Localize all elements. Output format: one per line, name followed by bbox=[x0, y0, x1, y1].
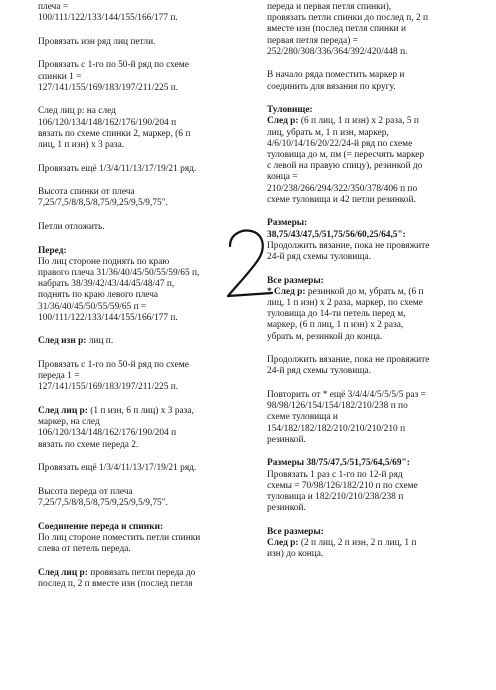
text-line: схеме туловища и bbox=[267, 412, 338, 423]
paragraph bbox=[38, 522, 250, 556]
paragraph bbox=[38, 187, 250, 209]
row-label: След р: bbox=[267, 116, 299, 127]
text-line: спинки 1 = bbox=[38, 71, 82, 82]
section-heading: Туловище: bbox=[267, 105, 313, 116]
row-label: След лиц р: bbox=[38, 405, 88, 416]
text-line: 127/141/155/169/183/197/211/225 п. bbox=[38, 82, 179, 93]
text-line: 98/98/126/154/154/182/210/238 п по bbox=[267, 401, 408, 412]
paragraph bbox=[267, 276, 479, 343]
row-instructions: резинкой до м, убрать м, (6 п лиц, 1 п изн) x 2 раза, маркер, по схеме туловища до 14-ти петель перед м, маркер, (6 п лиц, 1 п изн) x 2 раза, убрать м, резинкой до конца. bbox=[267, 286, 424, 342]
row-instructions: (1 п изн, 6 п лиц) x 3 раза, маркер, на след 106/120/134/148/162/176/190/204 п вязать по схеме переда 2. bbox=[38, 405, 194, 450]
text-line: 127/141/155/169/183/197/211/225 п. bbox=[38, 382, 179, 393]
text-line: По лиц стороне поднять по краю bbox=[38, 256, 170, 267]
paragraph bbox=[267, 2, 479, 58]
paragraph bbox=[38, 463, 250, 474]
paragraph bbox=[267, 218, 479, 263]
text-line: 154/182/182/182/210/210/210/210 п bbox=[267, 423, 406, 434]
text-line: переда 1 = bbox=[38, 371, 80, 382]
paragraph bbox=[38, 2, 250, 24]
paragraph bbox=[267, 527, 479, 561]
text-line: Провязать ещё 1/3/4/11/13/17/19/21 ряд. bbox=[38, 163, 197, 174]
text-line: 24-й ряд схемы туловища. bbox=[267, 252, 371, 263]
text-line: слева от петель переда. bbox=[38, 543, 131, 554]
text-line: лиц, 1 п изн) x 3 раза. bbox=[38, 140, 125, 150]
text-line: 7,25/7,5/8/8,5/8,75/9,25/9,5/9,75". bbox=[38, 198, 168, 209]
right-column bbox=[267, 2, 479, 573]
row-label: След изн р: bbox=[38, 336, 87, 347]
row-label: * След р: bbox=[267, 286, 306, 297]
paragraph bbox=[38, 164, 250, 175]
row-instructions: провязать петли переда до послед п, 2 п вместе изн (послед петля bbox=[38, 567, 196, 589]
text-line: 24-й ряд схемы туловища. bbox=[267, 366, 371, 377]
section-heading: Все размеры: bbox=[267, 526, 324, 537]
section-heading: Размеры 38/75/47,5/51,75/64,5/69": bbox=[267, 458, 410, 469]
row-label: След лиц р: bbox=[38, 567, 88, 578]
paragraph bbox=[267, 105, 479, 206]
text-line: В начало ряда поместить маркер и bbox=[267, 70, 405, 81]
paragraph bbox=[38, 60, 250, 94]
row-instructions: (2 п лиц, 2 п изн, 2 п лиц, 1 п изн) до конца. bbox=[267, 538, 417, 560]
text-line: туловища и 182/210/210/238/238 п bbox=[267, 492, 404, 503]
text-line: 100/111/122/133/144/155/166/177 п. bbox=[38, 312, 178, 323]
section-heading: Перед: bbox=[38, 245, 67, 256]
paragraph bbox=[38, 246, 250, 324]
paragraph bbox=[38, 406, 250, 451]
paragraph bbox=[267, 390, 479, 446]
handwritten-two-stroke bbox=[228, 231, 272, 296]
text-line: Петли отложить. bbox=[38, 221, 105, 232]
text-line: По лиц стороне поместить петли спинки bbox=[38, 532, 201, 543]
text-line: 7,25/7,5/8/8,5/8,75/9,25/9,5/9,75". bbox=[38, 497, 168, 508]
text-line: плеча = bbox=[38, 2, 69, 12]
text-line: След лиц р: на след bbox=[38, 106, 116, 117]
text-line: 31/36/40/45/50/55/59/65 п = bbox=[38, 301, 147, 312]
text-line: вязать по схеме спинки 2, маркер, (6 п bbox=[38, 128, 191, 139]
paragraph bbox=[38, 336, 250, 347]
text-line: поднять по краю левого плеча bbox=[38, 290, 159, 301]
text-line: правого плеча 31/36/40/45/50/55/59/65 п, bbox=[38, 267, 200, 278]
section-heading: Все размеры: bbox=[267, 275, 324, 286]
section-heading: Размеры: bbox=[267, 218, 308, 229]
text-line: переда и первая петля спинки), bbox=[267, 2, 392, 12]
left-column bbox=[38, 2, 250, 602]
row-instructions: лиц п. bbox=[86, 336, 114, 347]
paragraph bbox=[38, 106, 250, 151]
section-heading: Соединение переда и спинки: bbox=[38, 521, 164, 532]
paragraph bbox=[38, 568, 250, 590]
paragraph bbox=[38, 360, 250, 394]
text-line: Провязать 1 раз с 1-го по 12-й ряд bbox=[267, 469, 403, 480]
section-heading-sizes: 38,75/43/47,5/51,75/56/60,25/64,5": bbox=[267, 229, 406, 240]
row-instructions: (6 п лиц, 1 п изн) x 2 раза, 5 п лиц, убрать м, 1 п изн, маркер, 4/6/10/14/16/20/22/24-й ряд по схеме туловища до м, пм (= пересчять маркер с левой на правую спицу), резинкой до конца = 210/238/266/294/322/350/378/406 п по схеме туловища и 42 петли резинкой. bbox=[267, 116, 425, 205]
text-line: соединить для вязания по кругу. bbox=[267, 81, 396, 92]
text-line: Продолжить вязание, пока не провяжите bbox=[267, 355, 430, 366]
paragraph bbox=[267, 355, 479, 377]
text-line: 106/120/134/148/162/176/190/204 п bbox=[38, 117, 177, 128]
text-line: провязать петли спинки до послед п, 2 п bbox=[267, 13, 429, 24]
paragraph bbox=[38, 487, 250, 509]
text-line: набрать 38/39/42/43/44/45/48/47 п, bbox=[38, 279, 175, 290]
text-line: 252/280/308/336/364/392/420/448 п. bbox=[267, 46, 408, 57]
text-line: Высота переда от плеча bbox=[38, 486, 133, 497]
text-line: схемы = 70/98/126/182/210 п по схеме bbox=[267, 480, 418, 491]
text-line: Высота спинки от плеча bbox=[38, 187, 135, 198]
handwritten-number-two bbox=[224, 228, 274, 300]
text-line: Продолжить вязание, пока не провяжите bbox=[267, 240, 430, 251]
text-line: Провязать с 1-го по 50-й ряд по схеме bbox=[38, 359, 189, 370]
row-label: След р: bbox=[267, 538, 299, 549]
paragraph bbox=[38, 37, 250, 48]
paragraph bbox=[267, 70, 479, 92]
text-line: вместе изн (послед петля спинки и bbox=[267, 24, 407, 35]
paragraph bbox=[38, 222, 250, 233]
paragraph bbox=[267, 458, 479, 514]
text-line: резинкой. bbox=[267, 434, 306, 445]
text-line: Провязать изн ряд лиц петли. bbox=[38, 36, 156, 47]
text-line: 100/111/122/133/144/155/166/177 п. bbox=[38, 13, 178, 24]
text-line: Провязать ещё 1/3/4/11/13/17/19/21 ряд. bbox=[38, 463, 197, 474]
text-line: Повторить от * ещё 3/4/4/4/5/5/5/5 раз = bbox=[267, 390, 426, 401]
text-line: Провязать с 1-го по 50-й ряд по схеме bbox=[38, 60, 189, 71]
text-line: резинкой. bbox=[267, 503, 306, 514]
text-line: первая петля переда) = bbox=[267, 35, 358, 46]
